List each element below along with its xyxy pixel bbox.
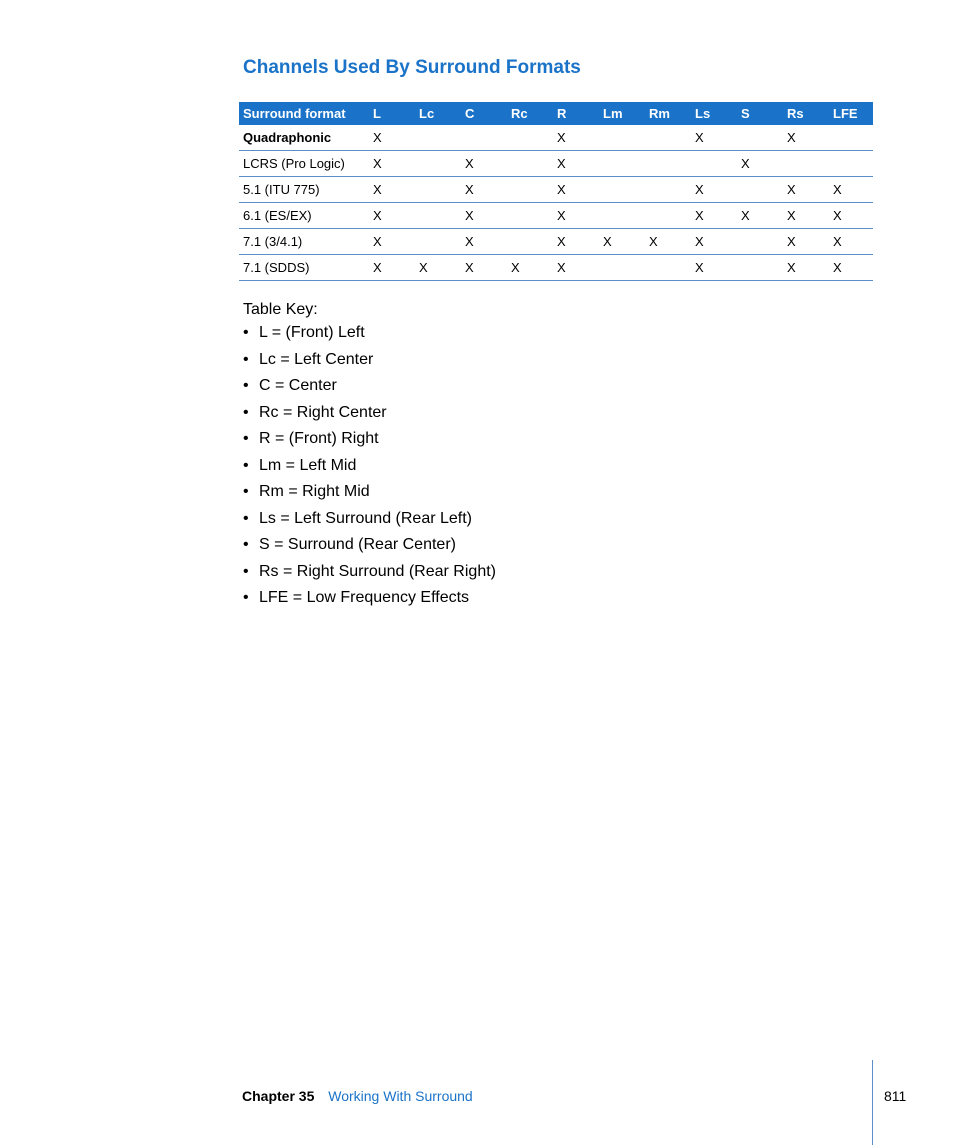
channel-cell bbox=[737, 177, 783, 203]
channel-cell bbox=[599, 177, 645, 203]
table-key-item bbox=[243, 481, 496, 508]
page-number: 811 bbox=[884, 1088, 907, 1104]
channel-cell bbox=[737, 229, 783, 255]
header-cell: Rc bbox=[507, 102, 553, 125]
channel-cell bbox=[599, 203, 645, 229]
table-key-item bbox=[243, 561, 496, 588]
channel-cell: X bbox=[691, 203, 737, 229]
channel-cell bbox=[507, 151, 553, 177]
table-key-item bbox=[243, 375, 496, 402]
channel-cell: X bbox=[553, 229, 599, 255]
footer-divider bbox=[872, 1060, 873, 1145]
table-key-item bbox=[243, 322, 496, 349]
channel-cell: X bbox=[691, 229, 737, 255]
channel-cell: X bbox=[461, 229, 507, 255]
bullet-icon: • bbox=[243, 324, 249, 341]
channel-cell bbox=[507, 177, 553, 203]
header-cell: S bbox=[737, 102, 783, 125]
channel-cell: X bbox=[415, 255, 461, 281]
table-header-row bbox=[239, 102, 873, 125]
table-row bbox=[239, 229, 873, 255]
channel-cell: X bbox=[507, 255, 553, 281]
channel-cell: X bbox=[369, 177, 415, 203]
channel-cell: X bbox=[369, 255, 415, 281]
bullet-icon: • bbox=[243, 483, 249, 500]
table-key-text: Lm = Left Mid bbox=[259, 456, 357, 474]
table-key-text: C = Center bbox=[259, 377, 337, 394]
channel-cell: X bbox=[553, 125, 599, 151]
page-title: Channels Used By Surround Formats bbox=[243, 57, 581, 78]
table-row bbox=[239, 151, 873, 177]
header-cell: Lc bbox=[415, 102, 461, 125]
table-key-text: R = (Front) Right bbox=[259, 430, 379, 447]
header-cell: Rs bbox=[783, 102, 829, 125]
header-cell: Surround format bbox=[239, 102, 369, 125]
channel-cell: X bbox=[691, 177, 737, 203]
channel-cell: X bbox=[783, 255, 829, 281]
table-key-text: Ls = Left Surround (Rear Left) bbox=[259, 509, 472, 527]
channel-cell: X bbox=[369, 203, 415, 229]
table-key-list bbox=[243, 322, 496, 614]
channel-cell: X bbox=[691, 255, 737, 281]
channel-cell: X bbox=[783, 177, 829, 203]
channel-cell: X bbox=[369, 125, 415, 151]
channel-cell bbox=[645, 125, 691, 151]
table-row bbox=[239, 203, 873, 229]
header-cell: R bbox=[553, 102, 599, 125]
channel-cell bbox=[737, 255, 783, 281]
format-name-cell: 7.1 (SDDS) bbox=[239, 255, 369, 281]
bullet-icon: • bbox=[243, 377, 249, 394]
footer-section-link[interactable]: Working With Surround bbox=[328, 1088, 473, 1104]
channel-cell bbox=[599, 151, 645, 177]
surround-formats-table bbox=[239, 102, 873, 281]
table-key-item bbox=[243, 428, 496, 455]
channel-cell: X bbox=[783, 203, 829, 229]
channel-cell: X bbox=[461, 177, 507, 203]
channel-cell: X bbox=[553, 203, 599, 229]
table-key-text: S = Surround (Rear Center) bbox=[259, 536, 456, 553]
table-key-text: Lc = Left Center bbox=[259, 350, 374, 368]
channel-cell bbox=[645, 203, 691, 229]
channel-cell: X bbox=[599, 229, 645, 255]
channel-cell bbox=[461, 125, 507, 151]
bullet-icon: • bbox=[243, 456, 249, 474]
format-name-cell: Quadraphonic bbox=[239, 125, 369, 151]
channel-cell: X bbox=[829, 229, 873, 255]
channel-cell: X bbox=[737, 151, 783, 177]
table-key-item bbox=[243, 587, 496, 614]
page-footer bbox=[242, 1088, 473, 1104]
channel-cell: X bbox=[553, 255, 599, 281]
table-key-item bbox=[243, 455, 496, 482]
header-cell: L bbox=[369, 102, 415, 125]
channel-cell bbox=[829, 125, 873, 151]
table-key-text: Rc = Right Center bbox=[259, 403, 387, 421]
bullet-icon: • bbox=[243, 430, 249, 447]
table-key bbox=[243, 301, 496, 614]
format-name-cell: 7.1 (3/4.1) bbox=[239, 229, 369, 255]
format-name-cell: 5.1 (ITU 775) bbox=[239, 177, 369, 203]
bullet-icon: • bbox=[243, 403, 249, 421]
channel-cell bbox=[599, 125, 645, 151]
table-key-text: L = (Front) Left bbox=[259, 324, 365, 341]
header-cell: Lm bbox=[599, 102, 645, 125]
channel-cell bbox=[415, 177, 461, 203]
channel-cell: X bbox=[369, 229, 415, 255]
channel-cell: X bbox=[369, 151, 415, 177]
header-cell: LFE bbox=[829, 102, 873, 125]
bullet-icon: • bbox=[243, 562, 249, 580]
table-row bbox=[239, 177, 873, 203]
channel-cell: X bbox=[461, 203, 507, 229]
table-key-text: Rs = Right Surround (Rear Right) bbox=[259, 562, 496, 580]
table-key-item bbox=[243, 402, 496, 429]
footer-chapter: Chapter 35 bbox=[242, 1088, 315, 1104]
table-key-item bbox=[243, 534, 496, 561]
header-cell: Rm bbox=[645, 102, 691, 125]
channel-cell bbox=[507, 203, 553, 229]
table-key-heading: Table Key: bbox=[243, 301, 318, 318]
bullet-icon: • bbox=[243, 509, 249, 527]
header-cell: Ls bbox=[691, 102, 737, 125]
channel-cell bbox=[645, 151, 691, 177]
channel-cell bbox=[415, 229, 461, 255]
table-key-text: LFE = Low Frequency Effects bbox=[259, 589, 470, 606]
bullet-icon: • bbox=[243, 350, 249, 368]
table-row bbox=[239, 125, 873, 151]
channel-cell: X bbox=[553, 177, 599, 203]
channel-cell bbox=[829, 151, 873, 177]
channel-cell bbox=[737, 125, 783, 151]
format-name-cell: LCRS (Pro Logic) bbox=[239, 151, 369, 177]
table-key-text: Rm = Right Mid bbox=[259, 483, 370, 500]
channel-cell: X bbox=[829, 203, 873, 229]
channel-cell bbox=[599, 255, 645, 281]
channel-cell: X bbox=[645, 229, 691, 255]
header-cell: C bbox=[461, 102, 507, 125]
channel-cell bbox=[645, 177, 691, 203]
channel-cell: X bbox=[461, 255, 507, 281]
table-body bbox=[239, 125, 873, 281]
channel-cell: X bbox=[553, 151, 599, 177]
table-row bbox=[239, 255, 873, 281]
channel-cell: X bbox=[829, 255, 873, 281]
channel-cell: X bbox=[783, 125, 829, 151]
channel-cell bbox=[645, 255, 691, 281]
bullet-icon: • bbox=[243, 589, 249, 606]
channel-cell bbox=[507, 229, 553, 255]
channel-cell bbox=[415, 151, 461, 177]
channel-cell bbox=[507, 125, 553, 151]
table-key-item bbox=[243, 349, 496, 376]
channel-cell bbox=[691, 151, 737, 177]
bullet-icon: • bbox=[243, 536, 249, 553]
channel-cell bbox=[783, 151, 829, 177]
channel-cell: X bbox=[691, 125, 737, 151]
channel-cell: X bbox=[737, 203, 783, 229]
channel-cell: X bbox=[783, 229, 829, 255]
format-name-cell: 6.1 (ES/EX) bbox=[239, 203, 369, 229]
table-key-item bbox=[243, 508, 496, 535]
channel-cell bbox=[415, 203, 461, 229]
channel-cell: X bbox=[461, 151, 507, 177]
channel-cell: X bbox=[829, 177, 873, 203]
channel-cell bbox=[415, 125, 461, 151]
